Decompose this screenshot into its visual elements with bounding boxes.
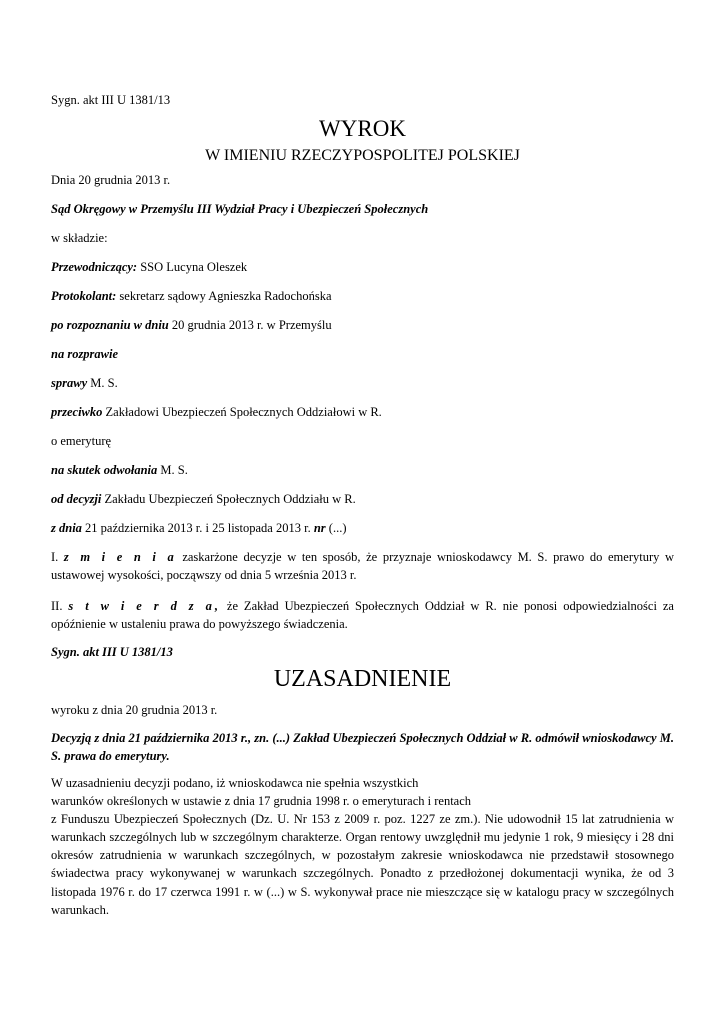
justification-title: UZASADNIENIE [273, 666, 452, 692]
decision-date-line [51, 519, 674, 537]
clerk-label: Protokolant: [51, 289, 117, 303]
justification-intro: Decyzją z dnia 21 października 2013 r., zn. (...) Zakład Ubezpieczeń Społecznych Oddział w R. odmówił wnioskodawcy M. S. prawa do emerytury. [51, 731, 674, 764]
justification-signature: Sygn. akt III U 1381/13 [51, 645, 173, 659]
case-signature: Sygn. akt III U 1381/13 [51, 93, 171, 107]
from-decision-label: od decyzji [51, 492, 102, 506]
from-decision-line [51, 490, 674, 508]
from-decision-value: Zakładu Ubezpieczeń Społecznych Oddziału w R. [101, 492, 356, 506]
justification-subtitle: wyroku z dnia 20 grudnia 2013 r. [51, 703, 218, 717]
ruling-keyword: z m i e n i a [63, 550, 177, 564]
justification-body: z Funduszu Ubezpieczeń Społecznych (Dz. U. Nr 153 z 2009 r. poz. 1227 ze zm.). Nie udowodnił 15 lat zatrudnienia w warunkach szczególnych lub w szczególnym charakterze. Organ rentowy uwzględnił mu jedynie 1 rok, 9 miesięcy i 28 dni okresów zatrudnienia w warunkach szczególnych, w pozostałym zakresie wnioskodawca nie przedstawił stosownego świadectwa pracy wykonywanej w warunkach szczególnych. Ponadto z przedłożonej dokumentacji wynika, że od 3 listopada 1976 r. do 17 czerwca 1991 r. w (...) w S. wykonywał prace nie mieszczące się w katalogu pracy w szczególnych warunkach. [51, 812, 674, 917]
examined-label: po rozpoznaniu w dniu [51, 318, 169, 332]
case-subject: o emeryturę [51, 434, 112, 448]
verdict-title: WYROK [319, 116, 406, 141]
appeal-line [51, 461, 674, 479]
verdict-date: Dnia 20 grudnia 2013 r. [51, 173, 171, 187]
clerk-value: sekretarz sądowy Agnieszka Radochońska [116, 289, 332, 303]
decision-date-label: z dnia [51, 521, 82, 535]
decision-nr-value: (...) [325, 521, 347, 535]
justification-line-1: W uzasadnieniu decyzji podano, iż wnioskodawca nie spełnia wszystkich [51, 776, 419, 790]
chair-line [51, 258, 674, 276]
chair-value: SSO Lucyna Oleszek [137, 260, 248, 274]
court-name: Sąd Okręgowy w Przemyślu III Wydział Pracy i Ubezpieczeń Społecznych [51, 202, 429, 216]
ruling-item [51, 597, 674, 633]
clerk-line [51, 287, 674, 305]
appeal-label: na skutek odwołania [51, 463, 158, 477]
decision-date-value: 21 października 2013 r. i 25 listopada 2013 r. [81, 521, 314, 535]
justification-line-2: warunków określonych w ustawie z dnia 17 grudnia 1998 r. o emeryturach i rentach [51, 794, 472, 808]
ruling-number: II. [51, 599, 69, 613]
case-value: M. S. [87, 376, 118, 390]
against-value: Zakładowi Ubezpieczeń Społecznych Oddziałowi w R. [102, 405, 382, 419]
ruling-number: I. [51, 550, 64, 564]
examined-value: 20 grudnia 2013 r. w Przemyślu [168, 318, 332, 332]
chair-label: Przewodniczący: [51, 260, 138, 274]
ruling-item [51, 548, 674, 584]
against-line [51, 403, 674, 421]
examined-line [51, 316, 674, 334]
appeal-value: M. S. [157, 463, 188, 477]
ruling-text: zaskarżone decyzje w ten sposób, że przyznaje wnioskodawcy M. S. prawo do emerytury w ustawowej wysokości, począwszy od dnia 5 września 2013 r. [51, 550, 674, 583]
hearing-label: na rozprawie [51, 347, 119, 361]
ruling-text: że Zakład Ubezpieczeń Społecznych Oddział w R. nie ponosi odpowiedzialności za opóźnienie w ustaleniu prawa do powyższego świadczenia. [51, 599, 674, 632]
composition-label: w składzie: [51, 231, 108, 245]
against-label: przeciwko [51, 405, 103, 419]
case-line [51, 374, 674, 392]
ruling-keyword: s t w i e r d z a, [68, 599, 221, 613]
verdict-subtitle: W IMIENIU RZECZYPOSPOLITEJ POLSKIEJ [205, 147, 520, 164]
decision-nr-label: nr [313, 521, 326, 535]
case-label: sprawy [51, 376, 88, 390]
